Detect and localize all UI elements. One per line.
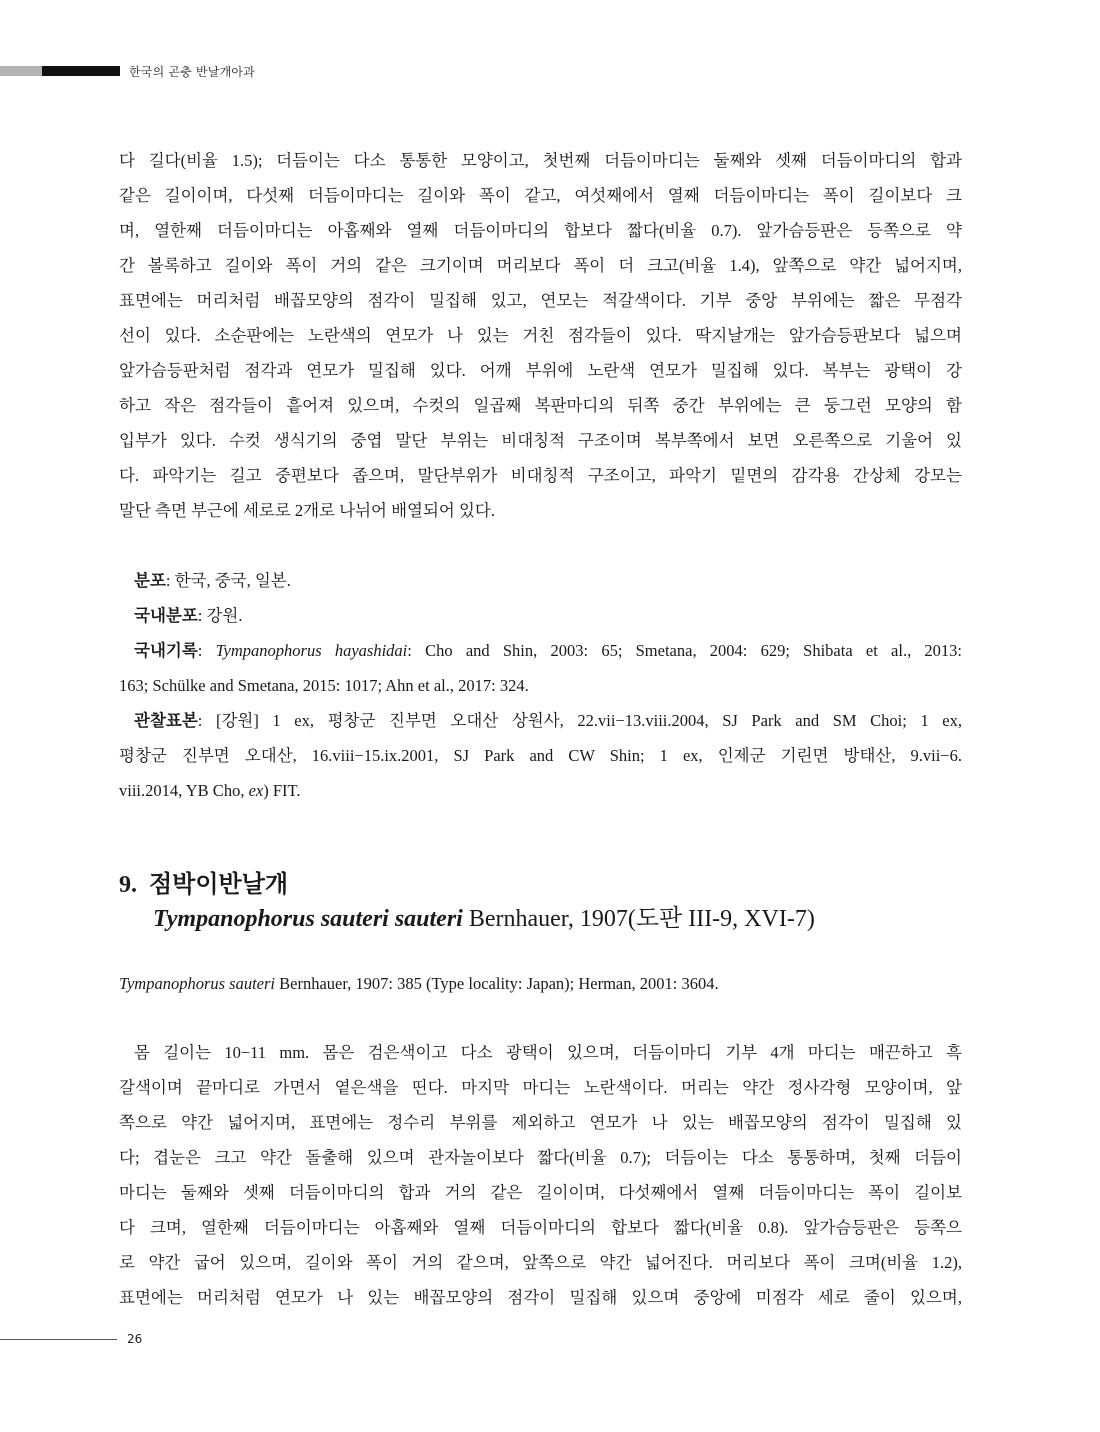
species-plates: (도판 III-9, XVI-7) <box>627 906 815 932</box>
text-line: 갈색이며 끝마디로 가면서 옅은색을 띤다. 마지막 마디는 노란색이다. 머리는 약간 정사각형 모양이며, 앞 <box>119 1078 962 1097</box>
species-heading-korean <box>119 868 288 902</box>
text-line: 다; 겹눈은 크고 약간 돌출해 있으며 관자놀이보다 짧다(비율 0.7); 더듬이는 다소 통통하며, 첫째 더듬이 <box>119 1148 962 1167</box>
text-line: 표면에는 머리처럼 배꼽모양의 점각이 밀집해 있고, 연모는 적갈색이다. 기부 중앙 부위에는 짧은 무점각 <box>119 291 962 310</box>
synonymy-text: Bernhauer, 1907: 385 (Type locality: Japan); Herman, 2001: 3604. <box>275 974 719 993</box>
synonymy-name: Tympanophorus sauteri <box>119 974 275 993</box>
header-bar-gray <box>0 66 42 76</box>
text-line: 다. 파악기는 길고 중편보다 좁으며, 말단부위가 비대칭적 구조이고, 파악기 밑면의 감각용 간상체 강모는 <box>119 466 962 485</box>
text-line: 하고 작은 점각들이 흩어져 있으며, 수컷의 일곱째 복판마디의 뒤쪽 중간 부위에는 큰 둥그런 모양의 함 <box>119 396 962 415</box>
domestic-records-text: : Cho and Shin, 2003: 65; Smetana, 2004: 629; Shibata et al., 2013: <box>407 641 962 660</box>
specimens-line-3 <box>119 773 962 808</box>
species-number: 9. <box>119 872 137 898</box>
records-section <box>119 563 962 808</box>
text-line: 앞가슴등판처럼 점각과 연모가 밀집해 있다. 어깨 부위에 노란색 연모가 밀집해 있다. 복부는 광택이 강 <box>119 361 962 380</box>
synonymy-line <box>119 966 719 1001</box>
specimens-label: 관찰표본 <box>134 711 198 730</box>
species-heading-scientific <box>153 902 815 936</box>
domestic-records-line-2: 163; Schülke and Smetana, 2015: 1017; Ahn et al., 2017: 324. <box>119 676 529 695</box>
domestic-distribution-text: : 강원. <box>197 606 243 625</box>
text-line: 다 크며, 열한째 더듬이마디는 아홉째와 열째 더듬이마디의 합보다 짧다(비율 0.8). 앞가슴등판은 등쪽으 <box>119 1218 962 1237</box>
specimens-text: ) FIT. <box>263 781 301 800</box>
distribution-text: : 한국, 중국, 일본. <box>165 571 291 590</box>
text-line: 말단 측면 부근에 세로로 2개로 나뉘어 배열되어 있다. <box>119 501 495 520</box>
domestic-records-line <box>119 633 962 668</box>
text-line: 같은 길이이며, 다섯째 더듬이마디는 길이와 폭이 같고, 여섯째에서 열째 더듬이마디는 폭이 길이보다 크 <box>119 186 962 205</box>
distribution-line <box>119 563 962 598</box>
text-line: 입부가 있다. 수컷 생식기의 중엽 말단 부위는 비대칭적 구조이며 복부쪽에서 보면 오른쪽으로 기울어 있 <box>119 431 962 450</box>
header-bar-black <box>42 66 120 76</box>
page-number: 26 <box>127 1332 143 1346</box>
footer-rule <box>0 1339 117 1340</box>
text-line: 선이 있다. 소순판에는 노란색의 연모가 나 있는 거친 점각들이 있다. 딱지날개는 앞가슴등판보다 넓으며 <box>119 326 962 345</box>
domestic-records-label: 국내기록 <box>134 641 198 660</box>
specimens-line <box>119 703 962 738</box>
text-line: 표면에는 머리처럼 연모가 나 있는 배꼽모양의 점각이 밀집해 있으며 중앙에 미점각 세로 줄이 있으며, <box>119 1288 962 1307</box>
description-paragraph-2 <box>119 1035 962 1315</box>
description-paragraph-1 <box>119 143 962 528</box>
domestic-distribution-label: 국내분포 <box>134 606 198 625</box>
separator: : <box>197 641 216 660</box>
specimens-line-2: 평창군 진부면 오대산, 16.viii−15.ix.2001, SJ Park and CW Shin; 1 ex, 인제군 기린면 방태산, 9.vii−6. <box>119 746 962 765</box>
text-line: 간 볼록하고 길이와 폭이 거의 같은 크기이며 머리보다 폭이 더 크고(비율 1.4), 앞쪽으로 약간 넓어지며, <box>119 256 962 275</box>
text-line: 로 약간 굽어 있으며, 길이와 폭이 거의 같으며, 앞쪽으로 약간 넓어진다. 머리보다 폭이 크며(비율 1.2), <box>119 1253 962 1272</box>
species-name: Tympanophorus hayashidai <box>215 641 408 660</box>
running-title: 한국의 곤충 반날개아과 <box>129 65 255 79</box>
text-line: 몸 길이는 10−11 mm. 몸은 검은색이고 다소 광택이 있으며, 더듬이마디 기부 4개 마디는 매끈하고 흑 <box>134 1043 962 1062</box>
species-korean-name: 점박이반날개 <box>149 872 289 898</box>
text-line: 쪽으로 약간 넓어지며, 표면에는 정수리 부위를 제외하고 연모가 나 있는 배꼽모양의 점각이 밀집해 있 <box>119 1113 962 1132</box>
species-scientific-name: Tympanophorus sauteri sauteri <box>153 906 463 932</box>
text-line: 마디는 둘째와 셋째 더듬이마디의 합과 거의 같은 길이이며, 다섯째에서 열째 더듬이마디는 폭이 길이보 <box>119 1183 962 1202</box>
species-author: Bernhauer, 1907 <box>462 906 628 932</box>
specimens-ex: ex <box>248 781 264 800</box>
specimens-text: : [강원] 1 ex, 평창군 진부면 오대산 상원사, 22.vii−13.viii.2004, SJ Park and SM Choi; 1 ex, <box>197 711 962 730</box>
text-line: 며, 열한째 더듬이마디는 아홉째와 열째 더듬이마디의 합보다 짧다(비율 0.7). 앞가슴등판은 등쪽으로 약 <box>119 221 962 240</box>
specimens-text: viii.2014, YB Cho, <box>119 781 249 800</box>
text-line: 다 길다(비율 1.5); 더듬이는 다소 통통한 모양이고, 첫번째 더듬이마디는 둘째와 셋째 더듬이마디의 합과 <box>119 151 962 170</box>
domestic-distribution-line <box>119 598 962 633</box>
distribution-label: 분포 <box>134 571 166 590</box>
